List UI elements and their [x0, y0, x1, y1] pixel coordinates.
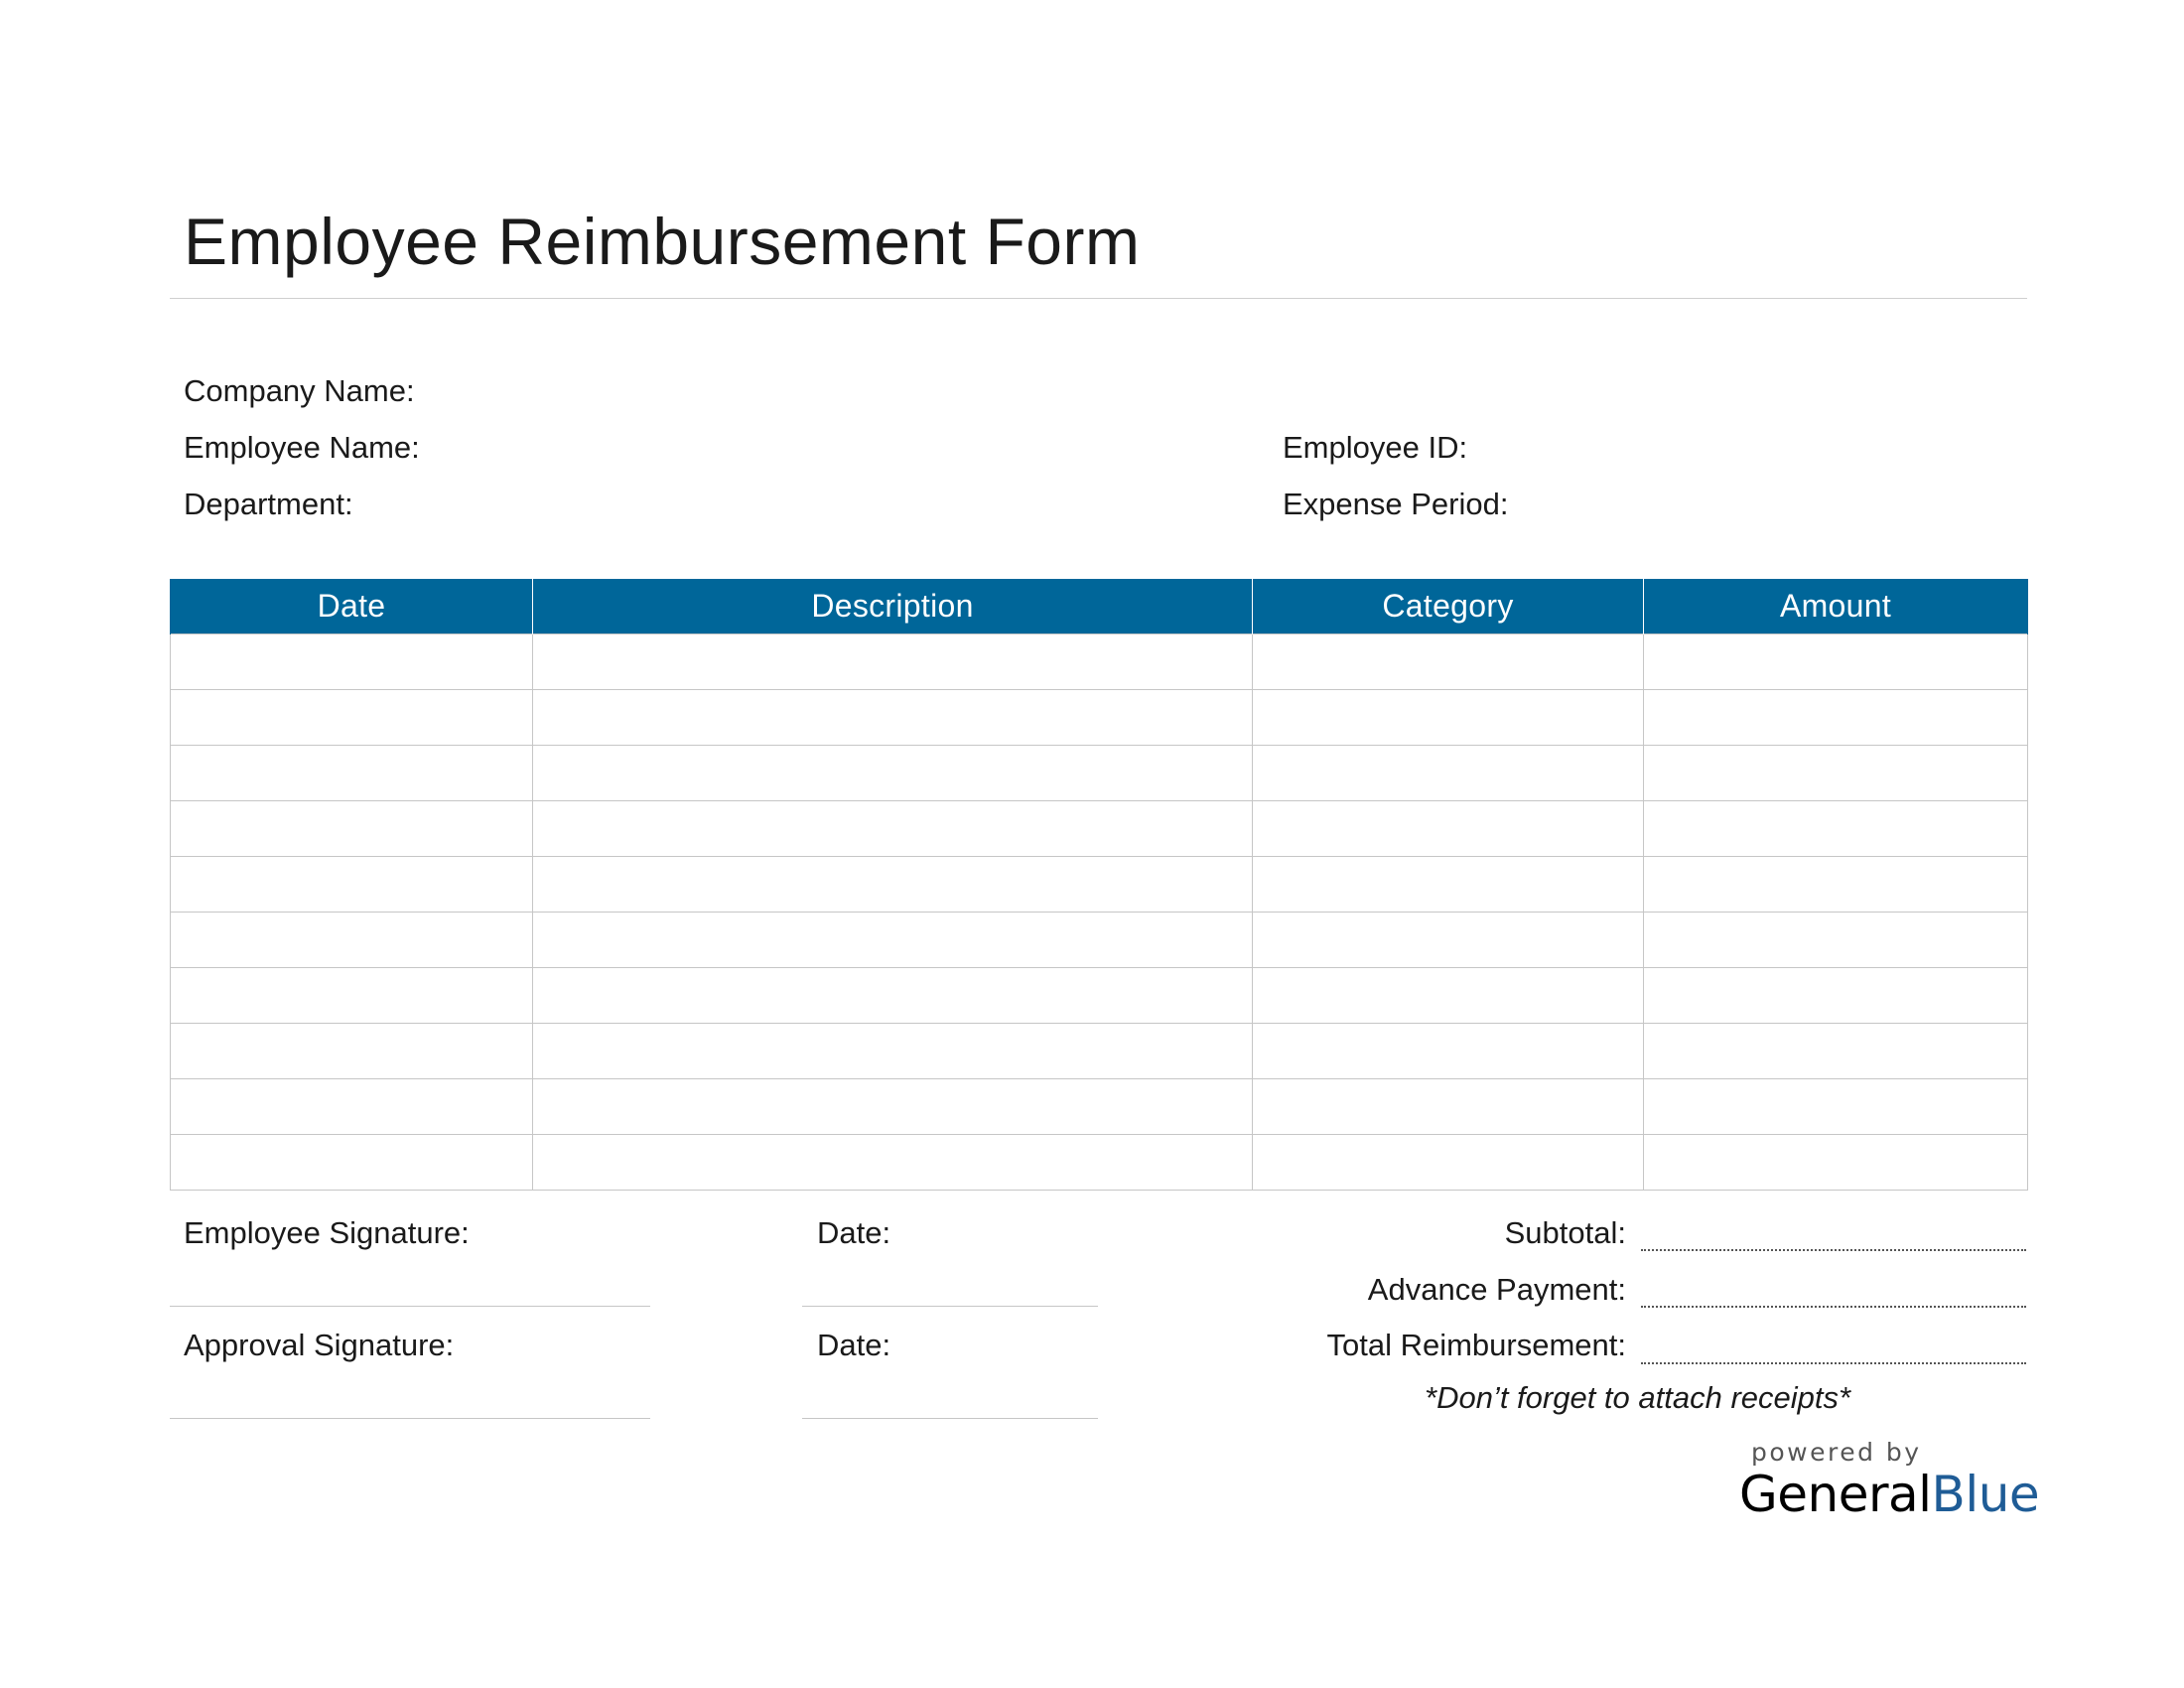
cell-category[interactable]	[1253, 913, 1644, 968]
cell-description[interactable]	[533, 801, 1253, 857]
cell-date[interactable]	[171, 746, 533, 801]
advance-payment-label: Advance Payment:	[1367, 1272, 1626, 1307]
approval-signature-line[interactable]	[170, 1418, 650, 1419]
brand-logo	[1739, 1438, 2040, 1523]
cell-amount[interactable]	[1644, 857, 2028, 913]
column-header-amount: Amount	[1644, 579, 2028, 634]
cell-date[interactable]	[171, 913, 533, 968]
cell-description[interactable]	[533, 1135, 1253, 1191]
cell-category[interactable]	[1253, 801, 1644, 857]
cell-category[interactable]	[1253, 968, 1644, 1024]
department-label: Department:	[184, 487, 353, 521]
cell-description[interactable]	[533, 913, 1253, 968]
cell-category[interactable]	[1253, 1024, 1644, 1079]
table-row	[171, 1079, 2028, 1135]
subtotal-line[interactable]	[1641, 1249, 2026, 1251]
column-header-category: Category	[1253, 579, 1644, 634]
table-row	[171, 801, 2028, 857]
total-reimbursement-line[interactable]	[1641, 1362, 2026, 1364]
table-row	[171, 968, 2028, 1024]
table-row	[171, 746, 2028, 801]
cell-amount[interactable]	[1644, 968, 2028, 1024]
cell-description[interactable]	[533, 968, 1253, 1024]
cell-amount[interactable]	[1644, 913, 2028, 968]
cell-date[interactable]	[171, 801, 533, 857]
table-row	[171, 690, 2028, 746]
table-row	[171, 634, 2028, 690]
cell-date[interactable]	[171, 1024, 533, 1079]
title-divider	[170, 298, 2027, 299]
cell-category[interactable]	[1253, 746, 1644, 801]
cell-amount[interactable]	[1644, 1024, 2028, 1079]
expense-table	[170, 579, 2028, 1191]
cell-category[interactable]	[1253, 857, 1644, 913]
cell-description[interactable]	[533, 857, 1253, 913]
cell-description[interactable]	[533, 634, 1253, 690]
table-row	[171, 913, 2028, 968]
subtotal-label: Subtotal:	[1504, 1215, 1626, 1250]
cell-date[interactable]	[171, 634, 533, 690]
receipts-note: *Don’t forget to attach receipts*	[1425, 1380, 1851, 1415]
table-row	[171, 1135, 2028, 1191]
cell-amount[interactable]	[1644, 1079, 2028, 1135]
cell-category[interactable]	[1253, 1079, 1644, 1135]
table-row	[171, 857, 2028, 913]
cell-description[interactable]	[533, 746, 1253, 801]
cell-date[interactable]	[171, 690, 533, 746]
cell-description[interactable]	[533, 690, 1253, 746]
page-title: Employee Reimbursement Form	[184, 205, 1141, 278]
approval-date-line[interactable]	[802, 1418, 1098, 1419]
cell-amount[interactable]	[1644, 801, 2028, 857]
employee-date-line[interactable]	[802, 1306, 1098, 1307]
employee-name-label: Employee Name:	[184, 430, 420, 465]
brand-name-blue: Blue	[1931, 1466, 2040, 1523]
cell-amount[interactable]	[1644, 746, 2028, 801]
cell-amount[interactable]	[1644, 1135, 2028, 1191]
cell-description[interactable]	[533, 1079, 1253, 1135]
advance-payment-line[interactable]	[1641, 1306, 2026, 1308]
cell-category[interactable]	[1253, 1135, 1644, 1191]
column-header-description: Description	[533, 579, 1253, 634]
cell-category[interactable]	[1253, 634, 1644, 690]
table-header-row	[171, 579, 2028, 634]
cell-date[interactable]	[171, 968, 533, 1024]
employee-date-label: Date:	[817, 1215, 891, 1250]
employee-id-label: Employee ID:	[1283, 430, 1468, 465]
expense-table-body	[171, 634, 2028, 1191]
brand-name-general: General	[1739, 1466, 1932, 1523]
brand-name	[1739, 1466, 2040, 1523]
cell-amount[interactable]	[1644, 634, 2028, 690]
total-reimbursement-label: Total Reimbursement:	[1326, 1328, 1626, 1362]
cell-date[interactable]	[171, 1079, 533, 1135]
employee-signature-label: Employee Signature:	[184, 1215, 470, 1250]
company-name-label: Company Name:	[184, 373, 415, 408]
cell-category[interactable]	[1253, 690, 1644, 746]
employee-signature-line[interactable]	[170, 1306, 650, 1307]
cell-description[interactable]	[533, 1024, 1253, 1079]
cell-date[interactable]	[171, 857, 533, 913]
cell-date[interactable]	[171, 1135, 533, 1191]
approval-date-label: Date:	[817, 1328, 891, 1362]
powered-by-text: powered by	[1751, 1438, 1922, 1467]
expense-period-label: Expense Period:	[1283, 487, 1509, 521]
cell-amount[interactable]	[1644, 690, 2028, 746]
approval-signature-label: Approval Signature:	[184, 1328, 455, 1362]
table-row	[171, 1024, 2028, 1079]
column-header-date: Date	[171, 579, 533, 634]
